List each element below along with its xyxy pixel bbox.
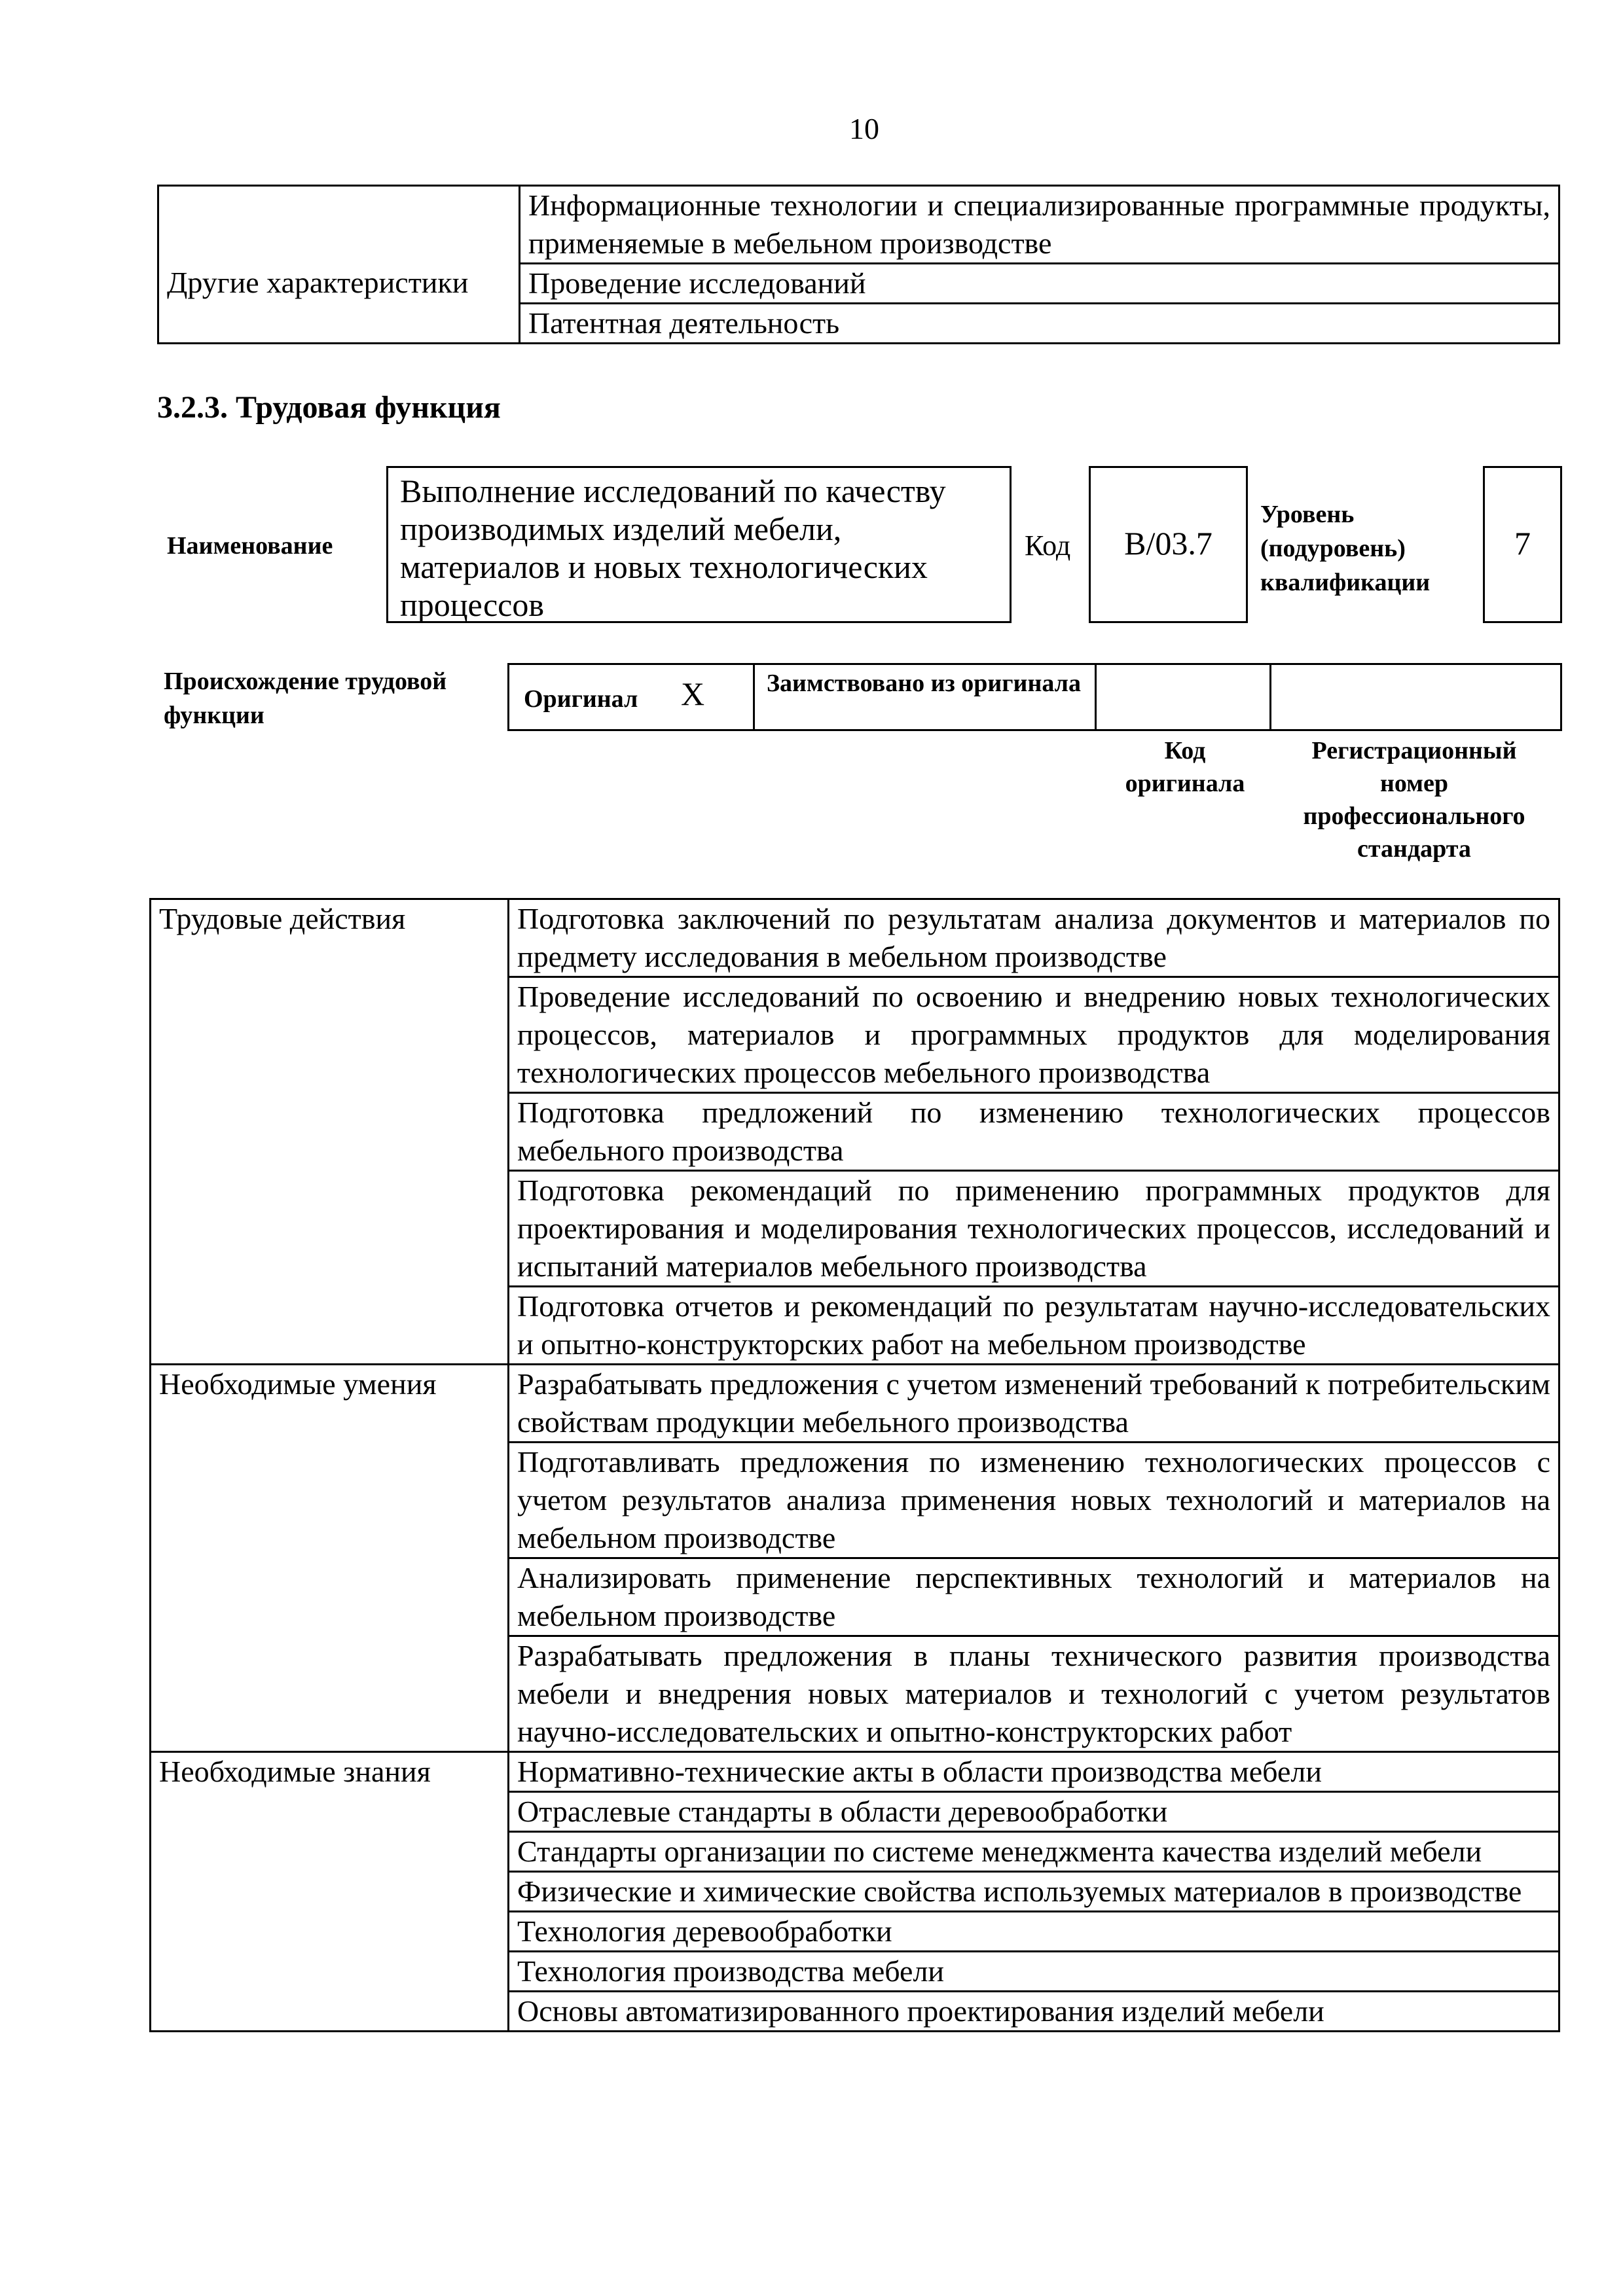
section-item-cell: Подготавливать предложения по изменению технологических процессов с учетом результатов анализа применения новых технологий и материалов на мебельном производстве (509, 1443, 1559, 1558)
name-label: Наименование (167, 532, 333, 560)
table-row (151, 1752, 1559, 1792)
row-value-cell: Информационные технологии и специализированные программные продукты, применяемые в мебельном производстве (520, 186, 1559, 264)
section-item-cell: Разрабатывать предложения в планы технического развития производства мебели и внедрения новых материалов и технологий с учетом результатов научно-исследовательских и опытно-конструкторских работ (509, 1636, 1559, 1752)
section-item-cell: Разрабатывать предложения с учетом изменений требований к потребительским свойствам продукции мебельного производства (509, 1365, 1559, 1443)
section-item-cell: Отраслевые стандарты в области деревообработки (509, 1792, 1559, 1832)
labor-function-table (149, 898, 1560, 2032)
section-item-cell: Подготовка заключений по результатам анализа документов и материалов по предмету исследования в мебельном производстве (509, 899, 1559, 977)
table-row (158, 186, 1559, 264)
top-characteristics-table (157, 185, 1560, 344)
level-label: Уровень (подуровень) квалификации (1260, 501, 1431, 596)
section-label-cell: Необходимые умения (151, 1365, 509, 1752)
section-item-cell: Основы автоматизированного проектирования изделий мебели (509, 1992, 1559, 2032)
section-label-cell: Трудовые действия (151, 899, 509, 1365)
original-label: Оригинал (524, 685, 638, 713)
function-name-box: Выполнение исследований по качеству производимых изделий мебели, материалов и новых технологических процессов (386, 466, 1012, 623)
row-label-cell (158, 304, 520, 344)
function-code-box: B/03.7 (1089, 466, 1248, 623)
section-item-cell: Физические и химические свойства используемых материалов в производстве (509, 1872, 1559, 1912)
section-item-cell: Подготовка предложений по изменению технологических процессов мебельного производства (509, 1093, 1559, 1171)
section-item-cell: Проведение исследований по освоению и внедрению новых технологических процессов, материалов и программных продуктов для моделирования технологических процессов мебельного производства (509, 977, 1559, 1093)
borrowed-label: Заимствовано из оригинала (767, 670, 1081, 697)
section-item-cell: Технология производства мебели (509, 1952, 1559, 1992)
section-item-cell: Стандарты организации по системе менеджмента качества изделий мебели (509, 1832, 1559, 1872)
reg-number-caption: Регистрационный номер профессионального стандарта (1303, 737, 1525, 863)
row-value-cell: Патентная деятельность (520, 304, 1559, 344)
table-row (151, 899, 1559, 977)
table-row (158, 264, 1559, 304)
origin-code-cell (1095, 663, 1271, 731)
origin-original-cell (507, 663, 755, 731)
page-number: 10 (849, 112, 879, 145)
table-row (158, 304, 1559, 344)
section-item-cell: Подготовка отчетов и рекомендаций по результатам научно-исследовательских и опытно-конструкторских работ на мебельном производстве (509, 1287, 1559, 1365)
code-original-caption: Код оригинала (1125, 737, 1245, 797)
section-item-cell: Анализировать применение перспективных технологий и материалов на мебельном производстве (509, 1558, 1559, 1636)
row-label-cell: Другие характеристики (158, 264, 520, 304)
origin-label: Происхождение трудовой функции (164, 668, 447, 729)
section-item-cell: Технология деревообработки (509, 1912, 1559, 1952)
row-label-cell (158, 186, 520, 264)
original-mark: X (681, 675, 705, 712)
qualification-level-box: 7 (1483, 466, 1562, 623)
section-label-cell: Необходимые знания (151, 1752, 509, 2032)
origin-borrowed-cell (753, 663, 1097, 731)
section-item-cell: Нормативно-технические акты в области производства мебели (509, 1752, 1559, 1792)
origin-reg-number-cell (1269, 663, 1562, 731)
row-value-cell: Проведение исследований (520, 264, 1559, 304)
section-heading: 3.2.3. Трудовая функция (157, 390, 501, 425)
table-row (151, 1365, 1559, 1443)
code-label: Код (1025, 529, 1071, 562)
section-item-cell: Подготовка рекомендаций по применению программных продуктов для проектирования и моделирования технологических процессов, исследований и испытаний материалов мебельного производства (509, 1171, 1559, 1287)
